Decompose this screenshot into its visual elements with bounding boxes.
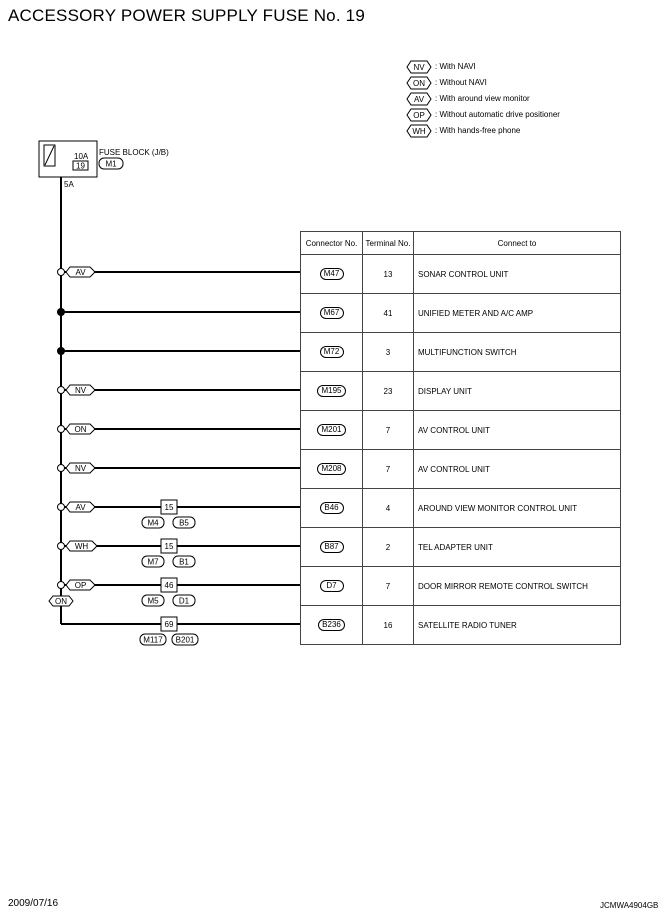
- alt-option-code: ON: [55, 597, 67, 606]
- connector-pill: B87: [320, 541, 344, 553]
- connector-pill: M72: [320, 346, 344, 358]
- legend-code: OP: [413, 111, 425, 120]
- option-node-icon: [58, 465, 65, 472]
- table-row: [301, 450, 621, 489]
- joint-right: B5: [179, 518, 189, 528]
- branch-row: [57, 308, 300, 316]
- option-node-icon: [58, 543, 65, 550]
- column-header: Terminal No.: [363, 232, 414, 255]
- table-row: [301, 489, 621, 528]
- terminal-cell: 23: [363, 372, 414, 411]
- table-row: [301, 606, 621, 645]
- connector-pill: M195: [317, 385, 345, 397]
- terminal-cell: 7: [363, 567, 414, 606]
- option-code: OP: [74, 581, 87, 590]
- branch-row: [58, 500, 301, 528]
- terminal-cell: 7: [363, 450, 414, 489]
- table-header-row: [301, 232, 621, 255]
- connect-to-cell: MULTIFUNCTION SWITCH: [414, 333, 621, 372]
- option-code: AV: [75, 503, 86, 512]
- page-title: ACCESSORY POWER SUPPLY FUSE No. 19: [8, 6, 365, 25]
- connect-to-cell: AV CONTROL UNIT: [414, 411, 621, 450]
- terminal-cell: 3: [363, 333, 414, 372]
- terminal-cell: 2: [363, 528, 414, 567]
- column-header: Connector No.: [301, 232, 363, 255]
- joint-left: M4: [147, 518, 159, 528]
- joint-pin: 15: [164, 542, 174, 551]
- table-row: [301, 567, 621, 606]
- legend-code: ON: [413, 79, 425, 88]
- fuse-amperage: 10A: [74, 152, 89, 161]
- connect-to-cell: SATELLITE RADIO TUNER: [414, 606, 621, 645]
- legend-code: AV: [413, 95, 425, 104]
- legend-text: : With NAVI: [435, 62, 476, 71]
- connect-to-cell: TEL ADAPTER UNIT: [414, 528, 621, 567]
- option-node-icon: [58, 504, 65, 511]
- option-code: ON: [74, 425, 87, 434]
- fuse-block-label: FUSE BLOCK (J/B): [99, 148, 169, 157]
- connector-pill: B236: [318, 619, 345, 631]
- legend-text: : Without NAVI: [435, 78, 487, 87]
- connect-to-cell: DOOR MIRROR REMOTE CONTROL SWITCH: [414, 567, 621, 606]
- joint-left: M117: [143, 635, 163, 645]
- connector-table: [300, 231, 621, 645]
- legend-text: : With around view monitor: [435, 94, 530, 103]
- table-row: [301, 294, 621, 333]
- joint-pin: 15: [164, 503, 174, 512]
- joint-left: M7: [147, 557, 159, 567]
- connect-to-cell: DISPLAY UNIT: [414, 372, 621, 411]
- terminal-cell: 13: [363, 255, 414, 294]
- option-node-icon: [58, 582, 65, 589]
- legend-text: : With hands-free phone: [435, 126, 521, 135]
- branch-row: [57, 347, 300, 355]
- joint-right: D1: [178, 596, 190, 606]
- terminal-cell: 7: [363, 411, 414, 450]
- table-row: [301, 528, 621, 567]
- joint-pin: 69: [164, 620, 174, 629]
- footer-code: JCMWA4904GB: [600, 901, 659, 910]
- branch-row: [49, 578, 300, 606]
- legend-text: : Without automatic drive positioner: [435, 110, 560, 119]
- fuse-number: 19: [76, 161, 85, 171]
- column-header: Connect to: [414, 232, 621, 255]
- connect-to-cell: SONAR CONTROL UNIT: [414, 255, 621, 294]
- branch-row: [58, 539, 301, 567]
- option-code: AV: [75, 268, 86, 277]
- table-row: [301, 411, 621, 450]
- connector-pill: M208: [317, 463, 345, 475]
- table-row: [301, 372, 621, 411]
- joint-pin: 46: [164, 581, 174, 590]
- fuse-terminal: 5A: [64, 180, 74, 189]
- footer-date: 2009/07/16: [8, 898, 59, 909]
- option-node-icon: [58, 426, 65, 433]
- connector-pill: M47: [320, 268, 344, 280]
- joint-right: B201: [175, 635, 195, 645]
- splice-node-icon: [57, 347, 65, 355]
- option-code: WH: [74, 542, 89, 551]
- terminal-cell: 16: [363, 606, 414, 645]
- branch-row: [58, 385, 301, 395]
- legend-code: NV: [413, 63, 425, 72]
- option-node-icon: [58, 269, 65, 276]
- branch-row: [58, 463, 301, 473]
- terminal-cell: 41: [363, 294, 414, 333]
- fuse-connector: M1: [105, 159, 117, 169]
- branch-row: [61, 617, 300, 645]
- branch-row: [58, 267, 301, 277]
- splice-node-icon: [57, 308, 65, 316]
- connect-to-cell: AV CONTROL UNIT: [414, 450, 621, 489]
- terminal-cell: 4: [363, 489, 414, 528]
- connect-to-cell: UNIFIED METER AND A/C AMP: [414, 294, 621, 333]
- joint-left: M5: [147, 596, 159, 606]
- option-node-icon: [58, 387, 65, 394]
- legend-code: WH: [412, 127, 426, 136]
- joint-right: B1: [179, 557, 189, 567]
- table-row: [301, 333, 621, 372]
- connect-to-cell: AROUND VIEW MONITOR CONTROL UNIT: [414, 489, 621, 528]
- option-code: NV: [74, 386, 87, 395]
- connector-pill: B46: [320, 502, 344, 514]
- connector-pill: M67: [320, 307, 344, 319]
- connector-pill: D7: [320, 580, 344, 592]
- branch-row: [58, 424, 301, 434]
- table-row: [301, 255, 621, 294]
- option-code: NV: [74, 464, 87, 473]
- connector-pill: M201: [317, 424, 345, 436]
